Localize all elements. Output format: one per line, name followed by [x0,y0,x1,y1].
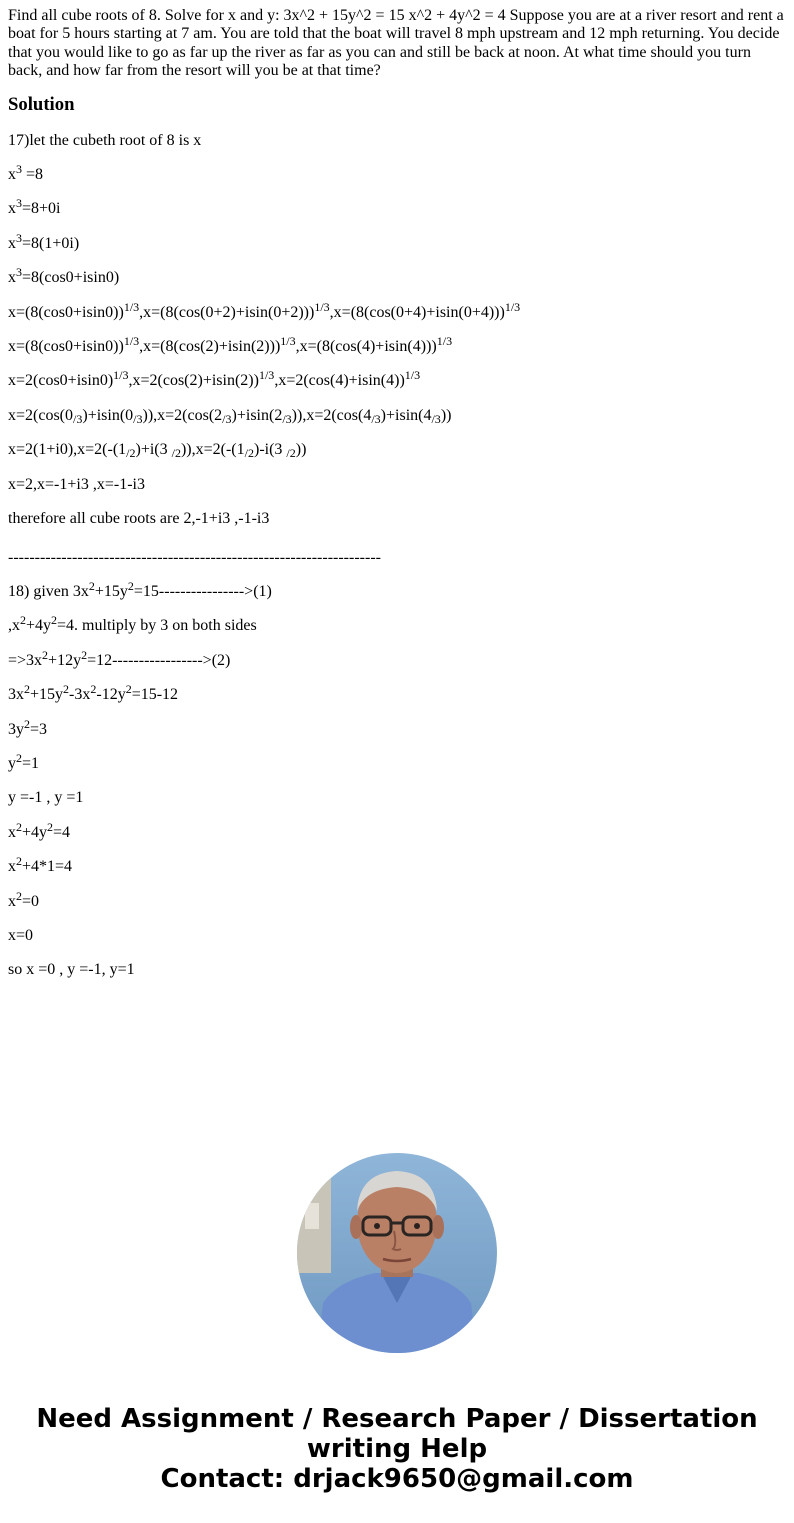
superscript: 1/3 [280,334,296,349]
text-run: +12y [48,651,82,669]
solution-line [8,441,786,459]
subscript: /2 [244,446,254,461]
text-run: x [8,858,16,876]
superscript: 2 [16,819,22,834]
solution-steps [8,132,786,980]
solution-line [8,368,786,390]
text-run: =12----------------->(2) [87,651,231,669]
text-run: 3x [8,686,24,704]
text-run: )-i(3 [253,441,287,459]
subscript: /3 [371,411,381,426]
solution-line [8,927,786,945]
solution-line [8,961,786,979]
text-run: x=(8(cos0+isin0)) [8,303,124,321]
text-run: y [8,754,16,772]
text-run: x [8,166,16,184]
text-run: )),x=2(cos(2 [142,406,223,424]
superscript: 2 [88,578,95,593]
solution-line [8,162,786,184]
text-run: ,x=2(cos(4)+isin(4)) [274,372,405,390]
superscript: 2 [81,647,88,662]
text-run: therefore all cube roots are 2,-1+i3 ,-1-i3 [8,510,270,528]
text-run: =8(1+0i) [22,234,80,252]
superscript: 2 [63,682,70,697]
text-run: so x =0 , y =-1, y=1 [8,961,135,979]
text-run: ,x=(8(cos(0+2)+isin(0+2))) [139,303,315,321]
promo-contact: Contact: drjack9650@gmail.com [160,1464,634,1494]
solution-line [8,230,786,253]
subscript: /3 [73,411,83,426]
text-run: ,x [8,617,20,635]
text-run: x=2(1+i0),x=2(-(1 [8,441,127,459]
subscript: /3 [133,411,143,426]
text-run: )),x=2(-(1 [180,441,245,459]
superscript: 1/3 [123,334,140,349]
text-run: =4. multiply by 3 on both sides [57,617,257,635]
superscript: 3 [16,196,22,211]
superscript: 2 [51,613,58,628]
text-run: =0 [22,892,40,910]
superscript: 2 [42,647,49,662]
solution-line [8,578,786,601]
text-run: )) [440,406,452,424]
text-run: 3y [8,720,24,738]
subscript: /3 [431,411,441,426]
text-run: =15-12 [131,686,179,704]
text-run: x=(8(cos0+isin0)) [8,338,124,356]
superscript: 1/3 [258,368,275,383]
superscript: 2 [24,716,30,731]
text-run: )) [295,441,307,459]
solution-line [8,647,786,670]
text-run: x=2(cos(0 [8,406,74,424]
text-run: )+i(3 [135,441,172,459]
solution-line [8,476,786,494]
text-run: ,x=(8(cos(0+4)+isin(0+4))) [329,303,505,321]
solution-line [8,888,786,911]
text-run: )+isin(4 [380,406,432,424]
solution-line [8,196,786,218]
text-run: x=2,x=-1+i3 ,x=-1-i3 [8,475,145,493]
text-run: =15---------------->(1) [133,582,272,600]
question-text: Find all cube roots of 8. Solve for x and y: 3x^2 + 15y^2 = 15 x^2 + 4y^2 = 4 Suppose you are at a river resort and rent a boat for 5 hours starting at 7 am. You are told that the boat will travel 8 mph upstream and 12 mph returning. You decide that you would like to go as far up the river as far as you can and still be back at noon. At what time should you turn back, and how far from the resort will you be at that time? [8,7,784,80]
text-run: x [8,234,16,252]
solution-line [8,299,786,322]
text-run: 18) given 3x [8,582,89,600]
solution-line [8,789,786,807]
solution-line [8,407,786,425]
text-run: +15y [30,686,64,704]
solution-line [8,716,786,739]
superscript: 2 [24,682,30,697]
text-run: y =-1 , y =1 [8,789,84,807]
text-run: +4*1=4 [22,858,73,876]
text-run: ,x=(8(cos(4)+isin(4))) [295,338,437,356]
document-body [8,7,786,980]
superscript: 1/3 [404,368,421,383]
superscript: 1/3 [504,299,521,314]
superscript: 1/3 [436,334,453,349]
text-run: )+isin(2 [231,406,283,424]
text-run: -12y [96,686,126,704]
text-run: ,x=(8(cos(2)+isin(2))) [139,338,281,356]
superscript: 2 [127,578,134,593]
superscript: 3 [16,230,22,245]
solution-line [8,510,786,528]
promo-line-1: Need Assignment / Research Paper / Dissertation [36,1404,758,1434]
text-run: ---------------------------------------------------------------------- [8,548,381,566]
text-run: )),x=2(cos(4 [291,406,372,424]
solution-heading: Solution [8,93,75,115]
subscript: /3 [222,411,232,426]
solution-line [8,613,786,635]
solution-line [8,750,786,773]
text-run: =3 [30,720,48,738]
superscript: 1/3 [113,368,129,383]
text-run: x [8,892,16,910]
text-run: )+isin(0 [82,406,134,424]
solution-line [8,132,786,150]
superscript: 2 [125,682,132,697]
superscript: 2 [90,682,97,697]
text-run: =4 [53,823,71,841]
promo-banner [0,1404,794,1494]
solution-line [8,682,786,704]
superscript: 2 [16,888,22,903]
text-run: +4y [26,617,52,635]
text-run: x=0 [8,926,34,944]
superscript: 2 [47,819,54,834]
superscript: 2 [20,613,26,628]
text-run: x [8,200,16,218]
subscript: /2 [171,446,181,461]
author-photo [297,1153,497,1353]
text-run: =8 [22,166,44,184]
superscript: 3 [16,162,22,177]
text-run: =8(cos0+isin0) [22,269,120,287]
text-run: =1 [22,754,40,772]
text-run: x [8,823,16,841]
text-run: x=2(cos0+isin0) [8,372,114,390]
text-run: +15y [94,582,128,600]
subscript: /3 [282,411,292,426]
superscript: 1/3 [123,299,140,314]
text-run: 17)let the cubeth root of 8 is x [8,131,202,149]
subscript: /2 [286,446,296,461]
superscript: 1/3 [314,299,330,314]
text-run: +4y [22,823,48,841]
solution-line [8,549,786,567]
superscript: 3 [16,265,22,280]
solution-line [8,334,786,356]
solution-line [8,265,786,287]
subscript: /2 [126,446,136,461]
promo-line-2: writing Help [306,1434,488,1464]
text-run: ,x=2(cos(2)+isin(2)) [128,372,259,390]
superscript: 2 [16,854,22,869]
text-run: =8+0i [22,200,61,218]
text-run: =>3x [8,651,43,669]
superscript: 2 [16,750,22,765]
solution-line [8,819,786,842]
solution-line [8,854,786,876]
text-run: x [8,269,16,287]
text-run: -3x [69,686,91,704]
